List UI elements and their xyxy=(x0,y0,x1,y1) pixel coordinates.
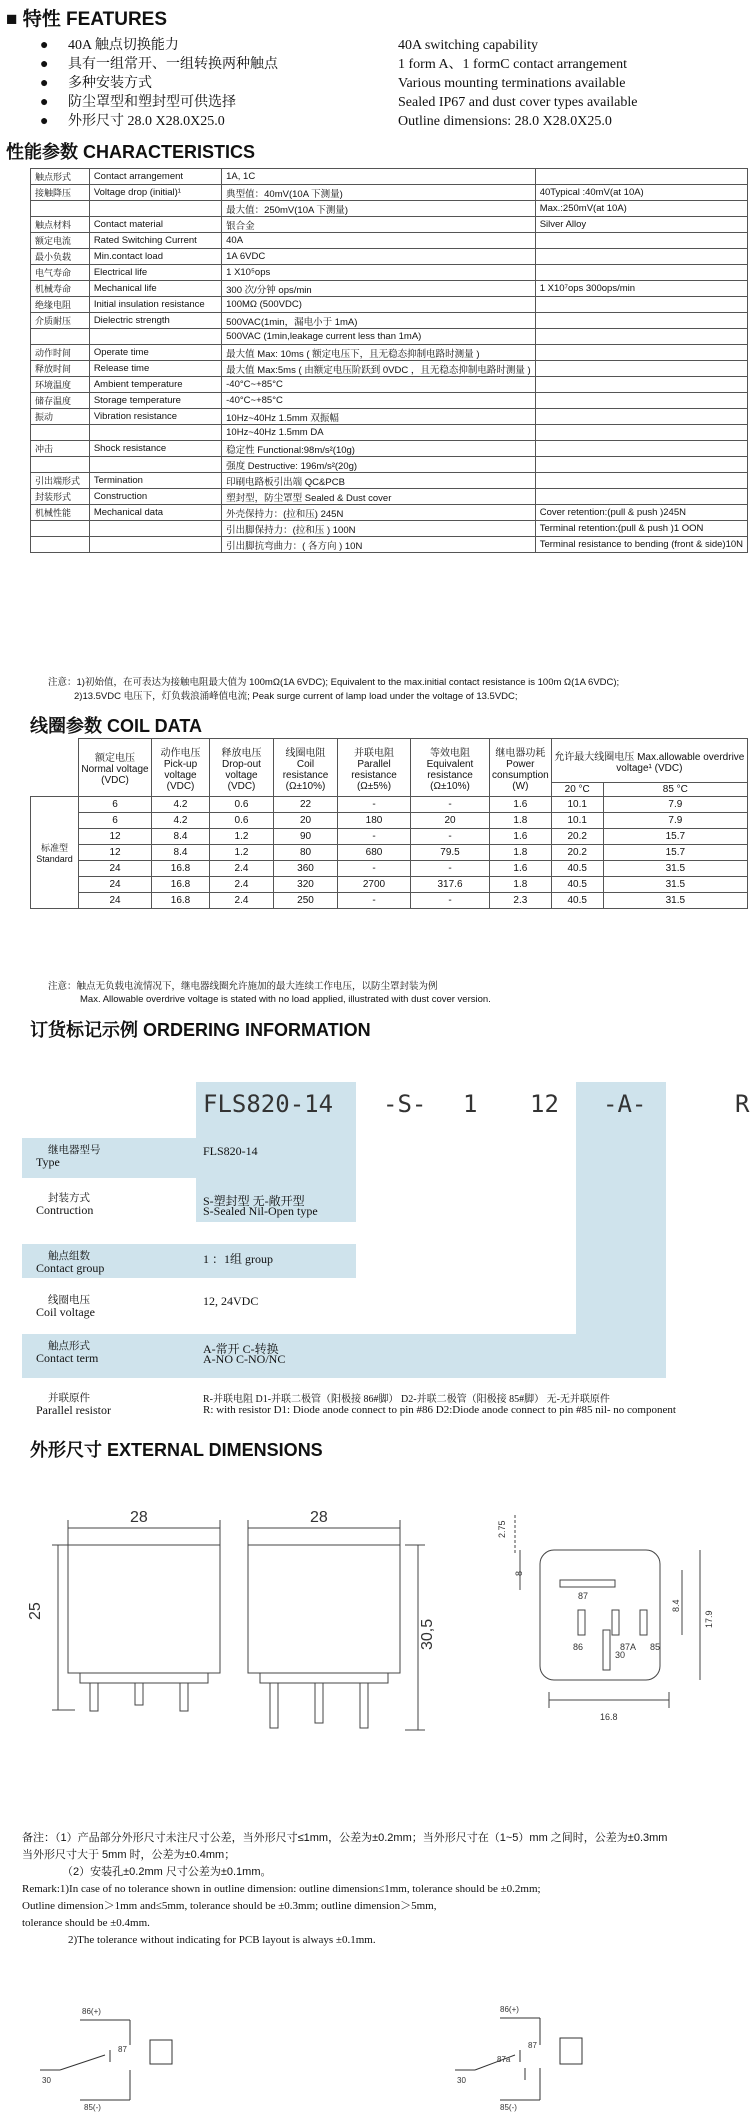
coil-row xyxy=(31,813,748,829)
param-en xyxy=(89,537,221,553)
param-en xyxy=(89,457,221,473)
param-cn: 储存温度 xyxy=(31,393,90,409)
ordering-label-cn: 封装方式 xyxy=(48,1192,90,1204)
feature-cn: 多种安装方式 xyxy=(68,76,152,91)
feature-item: ● 具有一组常开、一组转换两种触点 1 form A、1 formC contact arrangement xyxy=(40,57,627,72)
param-value: 100MΩ (500VDC) xyxy=(222,297,536,313)
param-en: Vibration resistance xyxy=(89,409,221,425)
dim-179: 17.9 xyxy=(704,1610,714,1628)
coil-cell: 80 xyxy=(274,845,338,861)
param-value-en xyxy=(535,233,747,249)
sch-left-30: 30 xyxy=(42,2076,51,2085)
ordering-value-en: S-Sealed Nil-Open type xyxy=(203,1204,318,1218)
characteristics-row xyxy=(31,377,748,393)
coil-cell: 31.5 xyxy=(603,877,747,893)
code-type: FLS820-14 xyxy=(203,1090,334,1118)
coil-cell: 7.9 xyxy=(603,813,747,829)
param-cn xyxy=(31,521,90,537)
coil-h-parallel: 并联电阻 Parallel resistance (Ω±5%) xyxy=(338,739,411,797)
param-value: 稳定性 Functional:98m/s²(10g) xyxy=(222,441,536,457)
param-en: Mechanical life xyxy=(89,281,221,297)
ordering-value: 12, 24VDC xyxy=(203,1294,259,1308)
dimensions-title: 外形尺寸 EXTERNAL DIMENSIONS xyxy=(30,1440,323,1460)
characteristics-row xyxy=(31,537,748,553)
sch-right-30: 30 xyxy=(457,2076,466,2085)
coil-cell: 180 xyxy=(338,813,411,829)
param-en: Min.contact load xyxy=(89,249,221,265)
param-value-en: Terminal resistance to bending (front & side)10N xyxy=(535,537,747,553)
param-en xyxy=(89,425,221,441)
code-term: -A- xyxy=(603,1090,647,1118)
characteristics-row xyxy=(31,441,748,457)
ordering-label-cn: 继电器型号 xyxy=(48,1144,101,1156)
coil-cell: 40.5 xyxy=(551,877,603,893)
ordering-value: S-塑封型 无-敞开型 xyxy=(203,1194,305,1208)
coil-h-equiv: 等效电阻 Equivalent resistance (Ω±10%) xyxy=(411,739,490,797)
param-en: Contact arrangement xyxy=(89,169,221,185)
ordering-label-en: Parallel resistor xyxy=(36,1403,111,1417)
coil-cell: 4.2 xyxy=(152,813,210,829)
wiring-schematics xyxy=(0,1990,755,2115)
code-resistor: R xyxy=(735,1090,750,1118)
coil-h-pickup: 动作电压 Pick-up voltage (VDC) xyxy=(152,739,210,797)
characteristics-row xyxy=(31,313,748,329)
coil-cell: 1.2 xyxy=(210,845,274,861)
dim-8: 8 xyxy=(514,1570,524,1576)
sch-right-87: 87 xyxy=(528,2041,537,2050)
pin-87a: 87A xyxy=(620,1642,637,1652)
ordering-label-cn: 触点形式 xyxy=(48,1340,90,1352)
coil-row xyxy=(31,845,748,861)
param-value-en xyxy=(535,361,747,377)
coil-cell: 1.6 xyxy=(490,797,552,813)
param-value: 最大值：250mV(10A 下测量) xyxy=(222,201,536,217)
coil-cell: 6 xyxy=(79,813,152,829)
characteristics-row xyxy=(31,345,748,361)
characteristics-row xyxy=(31,281,748,297)
param-value-en xyxy=(535,345,747,361)
coil-cell: 31.5 xyxy=(603,861,747,877)
param-value: 强度 Destructive: 196m/s²(20g) xyxy=(222,457,536,473)
coil-cell: 8.4 xyxy=(152,845,210,861)
ordering-label-en: Contact term xyxy=(36,1351,99,1365)
param-value-en xyxy=(535,313,747,329)
coil-cell: 360 xyxy=(274,861,338,877)
remark-line: Remark:1)In case of no tolerance shown in outline dimension: outline dimension≤1mm, tolerance should be ±0.2mm; xyxy=(22,1883,541,1895)
sch-right-87a: 87a xyxy=(497,2055,511,2064)
characteristics-row xyxy=(31,521,748,537)
sch-left-85: 85(-) xyxy=(84,2103,101,2112)
coil-cell: 15.7 xyxy=(603,845,747,861)
feature-en: Various mounting terminations available xyxy=(398,76,626,91)
param-value-en xyxy=(535,441,747,457)
param-en xyxy=(89,201,221,217)
coil-cell: 1.6 xyxy=(490,829,552,845)
coil-title: 线圈参数 COIL DATA xyxy=(30,716,202,736)
param-value-en xyxy=(535,457,747,473)
param-value-en: 1 X10⁷ops 300ops/min xyxy=(535,281,747,297)
param-cn: 介质耐压 xyxy=(31,313,90,329)
param-value-en: 40Typical :40mV(at 10A) xyxy=(535,185,747,201)
characteristics-row xyxy=(31,217,748,233)
coil-cell: - xyxy=(411,861,490,877)
param-en: Electrical life xyxy=(89,265,221,281)
ordering-code xyxy=(203,1090,753,1120)
coil-h-t85: 85 °C xyxy=(603,783,747,797)
param-value: 10Hz~40Hz 1.5mm 双振幅 xyxy=(222,409,536,425)
remark-line: 当外形尺寸大于 5mm 时，公差为±0.4mm； xyxy=(22,1849,236,1861)
remark-line: tolerance should be ±0.4mm. xyxy=(22,1917,150,1929)
ordering-label-en: Contruction xyxy=(36,1203,94,1217)
coil-cell: 15.7 xyxy=(603,829,747,845)
param-value: 典型值：40mV(10A 下测量) xyxy=(222,185,536,201)
dim-h2: 30,5 xyxy=(419,1618,436,1650)
param-value: -40°C~+85°C xyxy=(222,393,536,409)
coil-cell: 1.8 xyxy=(490,877,552,893)
coil-cell: - xyxy=(338,861,411,877)
dim-84: 8.4 xyxy=(671,1599,681,1612)
ordering-title: 订货标记示例 ORDERING INFORMATION xyxy=(30,1020,371,1040)
ordering-label-cn: 触点组数 xyxy=(48,1250,90,1262)
coil-h-power: 继电器功耗 Power consumption (W) xyxy=(490,739,552,797)
param-value: 300 次/分钟 ops/min xyxy=(222,281,536,297)
char-note-2: 2)13.5VDC 电压下，灯负载浪涌峰值电流; Peak surge current of lamp load under the voltage of 13.5VDC; xyxy=(74,691,518,702)
coil-cell: - xyxy=(411,797,490,813)
features-title: ■ 特性 FEATURES xyxy=(6,9,168,30)
param-cn: 振动 xyxy=(31,409,90,425)
coil-cell: 16.8 xyxy=(152,877,210,893)
param-value: 10Hz~40Hz 1.5mm DA xyxy=(222,425,536,441)
coil-cell: 10.1 xyxy=(551,813,603,829)
param-value: 40A xyxy=(222,233,536,249)
characteristics-row xyxy=(31,473,748,489)
features-list xyxy=(40,36,740,131)
param-value-en xyxy=(535,249,747,265)
characteristics-row xyxy=(31,249,748,265)
characteristics-row xyxy=(31,425,748,441)
param-en: Construction xyxy=(89,489,221,505)
param-en: Ambient temperature xyxy=(89,377,221,393)
param-cn: 机械性能 xyxy=(31,505,90,521)
param-cn: 触点材料 xyxy=(31,217,90,233)
coil-cell: 320 xyxy=(274,877,338,893)
param-cn xyxy=(31,425,90,441)
coil-cell: 8.4 xyxy=(152,829,210,845)
param-value-en xyxy=(535,265,747,281)
dimension-drawing xyxy=(0,1480,755,1830)
characteristics-row xyxy=(31,393,748,409)
param-cn xyxy=(31,329,90,345)
param-value: 引出脚抗弯曲力：( 各方向 ) 10N xyxy=(222,537,536,553)
coil-cell: 4.2 xyxy=(152,797,210,813)
ordering-value-en: R: with resistor D1: Diode anode connect to pin #86 D2:Diode anode connect to pin #85 nil- no component xyxy=(203,1404,676,1416)
coil-cell: 1.2 xyxy=(210,829,274,845)
param-cn: 动作时间 xyxy=(31,345,90,361)
characteristics-row xyxy=(31,265,748,281)
coil-cell: - xyxy=(411,829,490,845)
coil-cell: 90 xyxy=(274,829,338,845)
param-en: Release time xyxy=(89,361,221,377)
characteristics-row xyxy=(31,505,748,521)
pin-87: 87 xyxy=(578,1591,589,1601)
code-construction: -S- xyxy=(383,1090,427,1118)
coil-h-nominal: 额定电压 Normal voltage (VDC) xyxy=(79,739,152,797)
coil-cell: 7.9 xyxy=(603,797,747,813)
param-value-en xyxy=(535,489,747,505)
coil-cell: 6 xyxy=(79,797,152,813)
coil-row xyxy=(31,877,748,893)
pin-86: 86 xyxy=(573,1642,584,1652)
param-en: Rated Switching Current xyxy=(89,233,221,249)
characteristics-title: 性能参数 CHARACTERISTICS xyxy=(6,142,256,162)
coil-cell: 0.6 xyxy=(210,797,274,813)
coil-cell: - xyxy=(411,893,490,909)
coil-cell: - xyxy=(338,893,411,909)
ordering-value: 1 ：1组 group xyxy=(203,1252,273,1266)
param-en xyxy=(89,521,221,537)
param-value: 塑封型，防尘罩型 Sealed & Dust cover xyxy=(222,489,536,505)
param-value-en: Max.:250mV(at 10A) xyxy=(535,201,747,217)
param-cn: 释放时间 xyxy=(31,361,90,377)
param-value: 1A, 1C xyxy=(222,169,536,185)
param-value: 最大值 Max:5ms ( 由额定电压阶跃到 0VDC ，且无稳态抑制电路时测量 ) xyxy=(222,361,536,377)
param-en: Mechanical data xyxy=(89,505,221,521)
param-value: 1A 6VDC xyxy=(222,249,536,265)
coil-table xyxy=(30,738,748,909)
coil-cell: 12 xyxy=(79,829,152,845)
remark-line: Outline dimension＞1mm and≤5mm, tolerance should be ±0.3mm; outline dimension＞5mm, xyxy=(22,1900,437,1912)
coil-cell: 2.4 xyxy=(210,877,274,893)
param-en xyxy=(89,329,221,345)
feature-item: ● 外形尺寸 28.0 X28.0X25.0 Outline dimensions: 28.0 X28.0X25.0 xyxy=(40,114,612,129)
coil-h-resist: 线圈电阻 Coil resistance (Ω±10%) xyxy=(274,739,338,797)
coil-cell: 79.5 xyxy=(411,845,490,861)
coil-cell: 20 xyxy=(411,813,490,829)
feature-cn: 防尘罩型和塑封型可供选择 xyxy=(68,95,236,110)
param-value-en xyxy=(535,393,747,409)
param-value-en xyxy=(535,169,747,185)
dim-168: 16.8 xyxy=(600,1712,618,1722)
pin-30: 30 xyxy=(615,1650,626,1660)
feature-cn: 40A 触点切换能力 xyxy=(68,38,179,53)
sch-right-86: 86(+) xyxy=(500,2005,519,2014)
feature-cn: 外形尺寸 28.0 X28.0X25.0 xyxy=(68,114,225,129)
coil-h-t20: 20 °C xyxy=(551,783,603,797)
characteristics-row xyxy=(31,457,748,473)
param-value-en xyxy=(535,425,747,441)
param-cn: 绝缘电阻 xyxy=(31,297,90,313)
param-cn: 触点形式 xyxy=(31,169,90,185)
coil-cell: - xyxy=(338,797,411,813)
coil-row xyxy=(31,829,748,845)
param-value: -40°C~+85°C xyxy=(222,377,536,393)
ordering-label-cn: 线圈电压 xyxy=(48,1294,90,1306)
coil-cell: 250 xyxy=(274,893,338,909)
coil-cell: 1.6 xyxy=(490,861,552,877)
sch-left-87: 87 xyxy=(118,2045,127,2054)
param-cn: 机械寿命 xyxy=(31,281,90,297)
code-voltage: 12 xyxy=(530,1090,559,1118)
param-cn xyxy=(31,537,90,553)
param-en: Termination xyxy=(89,473,221,489)
coil-cell: 680 xyxy=(338,845,411,861)
coil-note-1: 注意：触点无负载电流情况下，继电器线圈允许施加的最大连续工作电压，以防尘罩封装为例 xyxy=(48,981,438,992)
coil-row xyxy=(31,893,748,909)
sch-left-86: 86(+) xyxy=(82,2007,101,2016)
coil-cell: 0.6 xyxy=(210,813,274,829)
ordering-label-en: Type xyxy=(36,1155,60,1169)
param-value-en xyxy=(535,409,747,425)
code-group: 1 xyxy=(463,1090,478,1118)
characteristics-row xyxy=(31,409,748,425)
characteristics-table xyxy=(30,168,748,553)
dim-w1: 28 xyxy=(130,1509,148,1526)
ordering-value: A-常开 C-转换 xyxy=(203,1342,279,1356)
param-cn: 最小负载 xyxy=(31,249,90,265)
coil-cell: 317.6 xyxy=(411,877,490,893)
coil-note-2: Max. Allowable overdrive voltage is stated with no load applied, illustrated with dust cover version. xyxy=(80,994,491,1005)
characteristics-row xyxy=(31,185,748,201)
param-en: Operate time xyxy=(89,345,221,361)
remark-line: （2）安装孔±0.2mm 尺寸公差为±0.1mm。 xyxy=(62,1866,272,1878)
coil-cell: 1.8 xyxy=(490,845,552,861)
coil-corner xyxy=(31,739,79,797)
characteristics-row xyxy=(31,233,748,249)
coil-cell: 2.3 xyxy=(490,893,552,909)
feature-en: Outline dimensions: 28.0 X28.0X25.0 xyxy=(398,114,612,129)
feature-cn: 具有一组常开、一组转换两种触点 xyxy=(68,57,278,72)
feature-item: ● 多种安装方式 Various mounting terminations available xyxy=(40,76,626,91)
coil-row xyxy=(31,861,748,877)
coil-cell: 2.4 xyxy=(210,861,274,877)
coil-cell: 10.1 xyxy=(551,797,603,813)
param-en: Initial insulation resistance xyxy=(89,297,221,313)
param-value: 1 X10⁵ops xyxy=(222,265,536,281)
coil-cell: 2.4 xyxy=(210,893,274,909)
param-value-en xyxy=(535,377,747,393)
coil-h-dropout: 释放电压 Drop-out voltage (VDC) xyxy=(210,739,274,797)
ordering-value: FLS820-14 xyxy=(203,1144,258,1158)
ordering-label-en: Contact group xyxy=(36,1261,105,1275)
param-en: Voltage drop (initial)¹ xyxy=(89,185,221,201)
coil-row xyxy=(31,797,748,813)
feature-item: ● 40A 触点切换能力 40A switching capability xyxy=(40,38,538,53)
coil-cell: 24 xyxy=(79,893,152,909)
coil-cell: 20.2 xyxy=(551,845,603,861)
param-value-en: Terminal retention:(pull & push )1 OON xyxy=(535,521,747,537)
coil-cell: 20 xyxy=(274,813,338,829)
param-en: Contact material xyxy=(89,217,221,233)
param-value: 引出脚保持力：(拉和压 ) 100N xyxy=(222,521,536,537)
dim-275: 2.75 xyxy=(497,1520,507,1538)
feature-en: 40A switching capability xyxy=(398,38,538,53)
coil-cell: 16.8 xyxy=(152,861,210,877)
param-cn: 环境温度 xyxy=(31,377,90,393)
param-value: 500VAC (1min,leakage current less than 1mA) xyxy=(222,329,536,345)
feature-en: 1 form A、1 formC contact arrangement xyxy=(398,57,627,72)
ordering-band xyxy=(22,1334,666,1378)
coil-cell: 24 xyxy=(79,861,152,877)
param-cn: 冲击 xyxy=(31,441,90,457)
coil-cell: 40.5 xyxy=(551,861,603,877)
param-cn: 封装形式 xyxy=(31,489,90,505)
coil-standard-label: 标准型 Standard xyxy=(31,797,79,909)
param-cn: 电气寿命 xyxy=(31,265,90,281)
coil-cell: - xyxy=(338,829,411,845)
param-value: 印刷电路板引出端 QC&PCB xyxy=(222,473,536,489)
coil-cell: 1.8 xyxy=(490,813,552,829)
param-cn xyxy=(31,457,90,473)
char-note-1: 注意：1)初始值，在可表达为接触电阻最大值为 100mΩ(1A 6VDC); Equivalent to the max.initial contact resistance is 100m Ω(1A 6VDC); xyxy=(48,677,620,688)
ordering-value: R-并联电阻 D1-并联二极管（阳极接 86#脚） D2-并联二极管（阳极接 85#脚） 无-无并联原件 xyxy=(203,1394,610,1405)
remark-line: 2)The tolerance without indicating for PCB layout is always ±0.1mm. xyxy=(68,1934,376,1946)
coil-cell: 16.8 xyxy=(152,893,210,909)
param-en: Shock resistance xyxy=(89,441,221,457)
coil-cell: 40.5 xyxy=(551,893,603,909)
feature-en: Sealed IP67 and dust cover types available xyxy=(398,95,638,110)
coil-cell: 20.2 xyxy=(551,829,603,845)
param-cn xyxy=(31,201,90,217)
coil-cell: 12 xyxy=(79,845,152,861)
param-value: 银合金 xyxy=(222,217,536,233)
characteristics-row xyxy=(31,489,748,505)
remark-line: 备注：（1）产品部分外形尺寸未注尺寸公差，当外形尺寸≤1mm，公差为±0.2mm；当外形尺寸在（1~5）mm 之间时，公差为±0.3mm xyxy=(22,1832,668,1844)
pin-85: 85 xyxy=(650,1642,661,1652)
param-value: 外壳保持力：(拉和压) 245N xyxy=(222,505,536,521)
coil-cell: 2700 xyxy=(338,877,411,893)
param-value-en xyxy=(535,329,747,345)
ordering-label-cn: 并联原件 xyxy=(48,1392,90,1404)
param-value: 最大值 Max: 10ms ( 额定电压下，且无稳态抑制电路时测量 ) xyxy=(222,345,536,361)
remarks xyxy=(22,1830,752,1949)
param-value: 500VAC(1min，漏电小于 1mA) xyxy=(222,313,536,329)
param-cn: 额定电流 xyxy=(31,233,90,249)
param-cn: 引出端形式 xyxy=(31,473,90,489)
ordering-label-en: Coil voltage xyxy=(36,1305,95,1319)
param-value-en xyxy=(535,473,747,489)
characteristics-row xyxy=(31,329,748,345)
param-cn: 接触降压 xyxy=(31,185,90,201)
param-value-en: Cover retention:(pull & push )245N xyxy=(535,505,747,521)
param-value-en: Silver Alloy xyxy=(535,217,747,233)
characteristics-row xyxy=(31,169,748,185)
characteristics-row xyxy=(31,297,748,313)
param-en: Storage temperature xyxy=(89,393,221,409)
ordering-value-en: A-NO C-NO/NC xyxy=(203,1352,286,1366)
characteristics-row xyxy=(31,201,748,217)
coil-h-overdrive: 允许最大线圈电压 Max.allowable overdrive voltage¹ (VDC) xyxy=(551,739,747,783)
feature-item: ● 防尘罩型和塑封型可供选择 Sealed IP67 and dust cover types available xyxy=(40,95,638,110)
characteristics-row xyxy=(31,361,748,377)
dim-h1: 25 xyxy=(27,1602,44,1620)
sch-right-85: 85(-) xyxy=(500,2103,517,2112)
coil-cell: 22 xyxy=(274,797,338,813)
coil-cell: 31.5 xyxy=(603,893,747,909)
param-value-en xyxy=(535,297,747,313)
dim-w2: 28 xyxy=(310,1509,328,1526)
coil-cell: 24 xyxy=(79,877,152,893)
param-en: Dielectric strength xyxy=(89,313,221,329)
